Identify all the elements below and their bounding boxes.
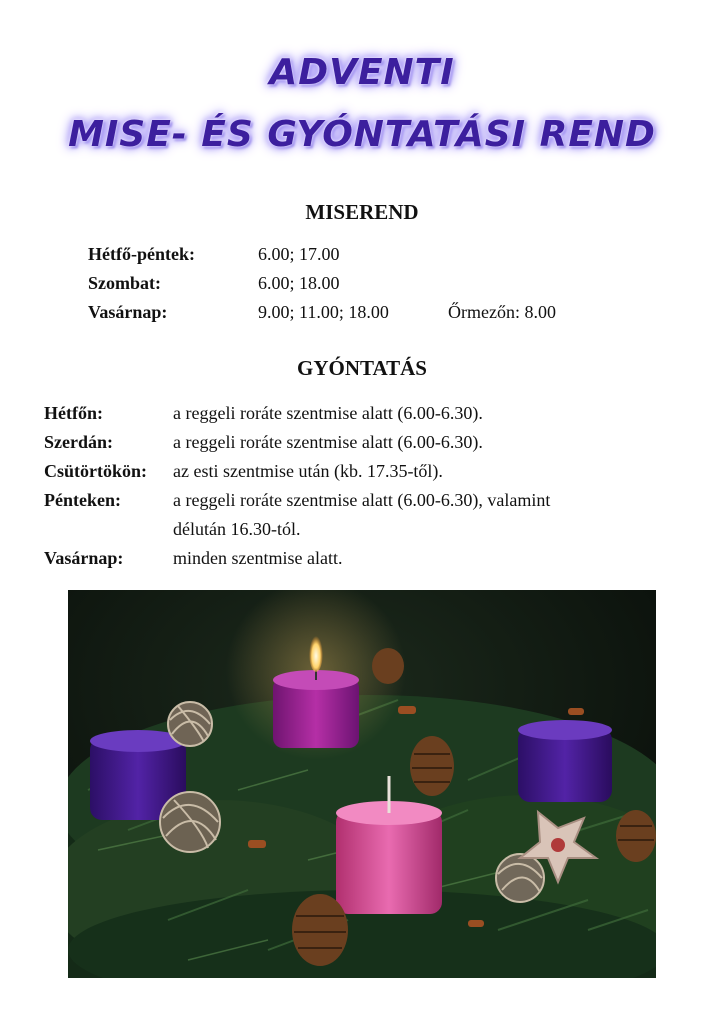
gyontatas-label: Vasárnap: [44, 548, 124, 568]
gyontatas-value: a reggeli roráte szentmise alatt (6.00-6.30). [173, 432, 483, 452]
gyontatas-row [44, 490, 684, 540]
miserend-value: 6.00; 17.00 [258, 244, 340, 264]
gyontatas-row [44, 403, 684, 427]
gyontatas-label: Pénteken: [44, 490, 121, 510]
gyontatas-row [44, 461, 684, 485]
gyontatas-heading: GYÓNTATÁS [297, 356, 427, 380]
miserend-label: Vasárnap: [88, 302, 168, 322]
title-line-1: ADVENTI [269, 52, 455, 93]
gyontatas-label: Csütörtökön: [44, 461, 148, 481]
gyontatas-value: a reggeli roráte szentmise alatt (6.00-6.30), valamint [173, 490, 551, 510]
miserend-row [88, 302, 608, 326]
miserend-row [88, 244, 608, 268]
gyontatas-row [44, 432, 684, 456]
gyontatas-value: a reggeli roráte szentmise alatt (6.00-6.30). [173, 403, 483, 423]
gyontatas-value-continuation: délután 16.30-tól. [173, 519, 301, 539]
gyontatas-row [44, 548, 684, 572]
gyontatas-label: Szerdán: [44, 432, 113, 452]
advent-wreath-photo [68, 590, 656, 978]
gyontatas-label: Hétfőn: [44, 403, 103, 423]
miserend-value: 6.00; 18.00 [258, 273, 340, 293]
title-line-2: MISE- ÉS GYÓNTATÁSI REND [68, 114, 656, 155]
miserend-value: 9.00; 11.00; 18.00 [258, 302, 389, 322]
gyontatas-value: az esti szentmise után (kb. 17.35-től). [173, 461, 443, 481]
miserend-extra: Őrmezőn: 8.00 [448, 302, 556, 322]
gyontatas-value: minden szentmise alatt. [173, 548, 343, 568]
advent-wreath-illustration [68, 590, 656, 978]
miserend-label: Szombat: [88, 273, 161, 293]
miserend-label: Hétfő-péntek: [88, 244, 195, 264]
miserend-row [88, 273, 608, 297]
miserend-heading: MISEREND [305, 200, 419, 224]
